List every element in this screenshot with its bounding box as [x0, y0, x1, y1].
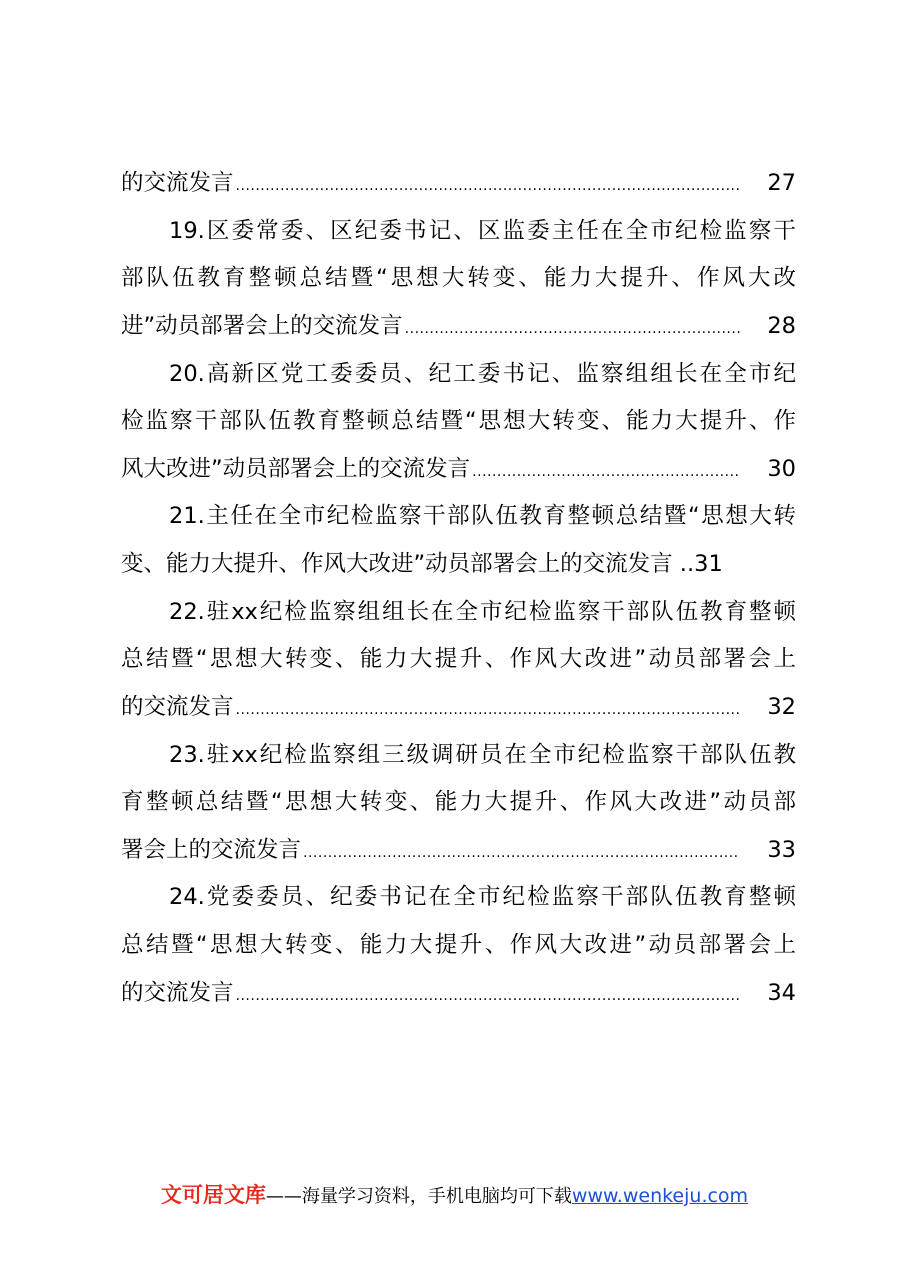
dot-leader	[236, 166, 740, 206]
toc-page-number: 31	[694, 551, 723, 577]
dot-leader	[236, 690, 740, 730]
toc-entry-text: 变、能力大提升、作风大改进”动员部署会上的交流发言 ..	[121, 551, 695, 577]
toc-entry-23-line-1[interactable]: 23.驻xx纪检监察组三级调研员在全市纪检监察干部队伍教	[169, 742, 796, 768]
toc-entry-20-last-line[interactable]	[121, 449, 796, 489]
toc-entry-22-last-line[interactable]	[121, 687, 796, 727]
toc-entry-text: 的交流发言	[121, 694, 234, 720]
toc-entry-23-line-2[interactable]: 育整顿总结暨“思想大转变、能力大提升、作风大改进”动员部	[121, 789, 796, 815]
toc-page-number: 30	[767, 456, 796, 482]
toc-page-number: 27	[767, 170, 796, 196]
toc-page-number: 28	[767, 313, 796, 339]
footer-brand: 文可居文库	[160, 1183, 266, 1207]
toc-page-number: 32	[767, 694, 796, 720]
toc-entry-text: 进”动员部署会上的交流发言	[121, 313, 403, 339]
toc-entry-19-line-1[interactable]: 19.区委常委、区纪委书记、区监委主任在全市纪检监察干	[169, 218, 796, 244]
toc-entry-text: 的交流发言	[121, 170, 234, 196]
dot-leader	[303, 833, 740, 873]
toc-entry-text: 署会上的交流发言	[121, 837, 302, 863]
toc-entry-24-line-1[interactable]: 24.党委委员、纪委书记在全市纪检监察干部队伍教育整顿	[169, 884, 796, 910]
toc-entry-text: 的交流发言	[121, 980, 234, 1006]
toc-entry-23-last-line[interactable]	[121, 830, 796, 870]
dot-leader	[236, 976, 740, 1016]
page-footer	[0, 1181, 909, 1211]
toc-entry-20-line-2[interactable]: 检监察干部队伍教育整顿总结暨“思想大转变、能力大提升、作	[121, 408, 796, 434]
toc-entry-20-line-1[interactable]: 20.高新区党工委委员、纪工委书记、监察组组长在全市纪	[169, 361, 796, 387]
dot-leader	[405, 309, 740, 349]
toc-page-number: 33	[767, 837, 796, 863]
toc-entry-text: 风大改进”动员部署会上的交流发言	[121, 456, 471, 482]
toc-entry-24-line-2[interactable]: 总结暨“思想大转变、能力大提升、作风大改进”动员部署会上	[121, 932, 796, 958]
toc-entry-19-line-2[interactable]: 部队伍教育整顿总结暨“思想大转变、能力大提升、作风大改	[121, 265, 796, 291]
dot-leader	[472, 452, 740, 492]
toc-entry-22-line-1[interactable]: 22.驻xx纪检监察组组长在全市纪检监察干部队伍教育整顿	[169, 599, 796, 625]
toc-page-number: 34	[767, 980, 796, 1006]
toc-entry-19-last-line[interactable]	[121, 306, 796, 346]
footer-website-link[interactable]: www.wenkeju.com	[571, 1185, 749, 1207]
toc-entry-24-last-line[interactable]	[121, 973, 796, 1013]
toc-entry-21-line-1[interactable]: 21.主任在全市纪检监察干部队伍教育整顿总结暨“思想大转	[169, 503, 796, 529]
toc-entry-22-line-2[interactable]: 总结暨“思想大转变、能力大提升、作风大改进”动员部署会上	[121, 646, 796, 672]
footer-slogan: ——海量学习资料，手机电脑均可下载	[265, 1186, 572, 1207]
toc-entry-21-last-line[interactable]	[121, 544, 796, 584]
toc-entry-18-last-line[interactable]	[121, 163, 796, 203]
